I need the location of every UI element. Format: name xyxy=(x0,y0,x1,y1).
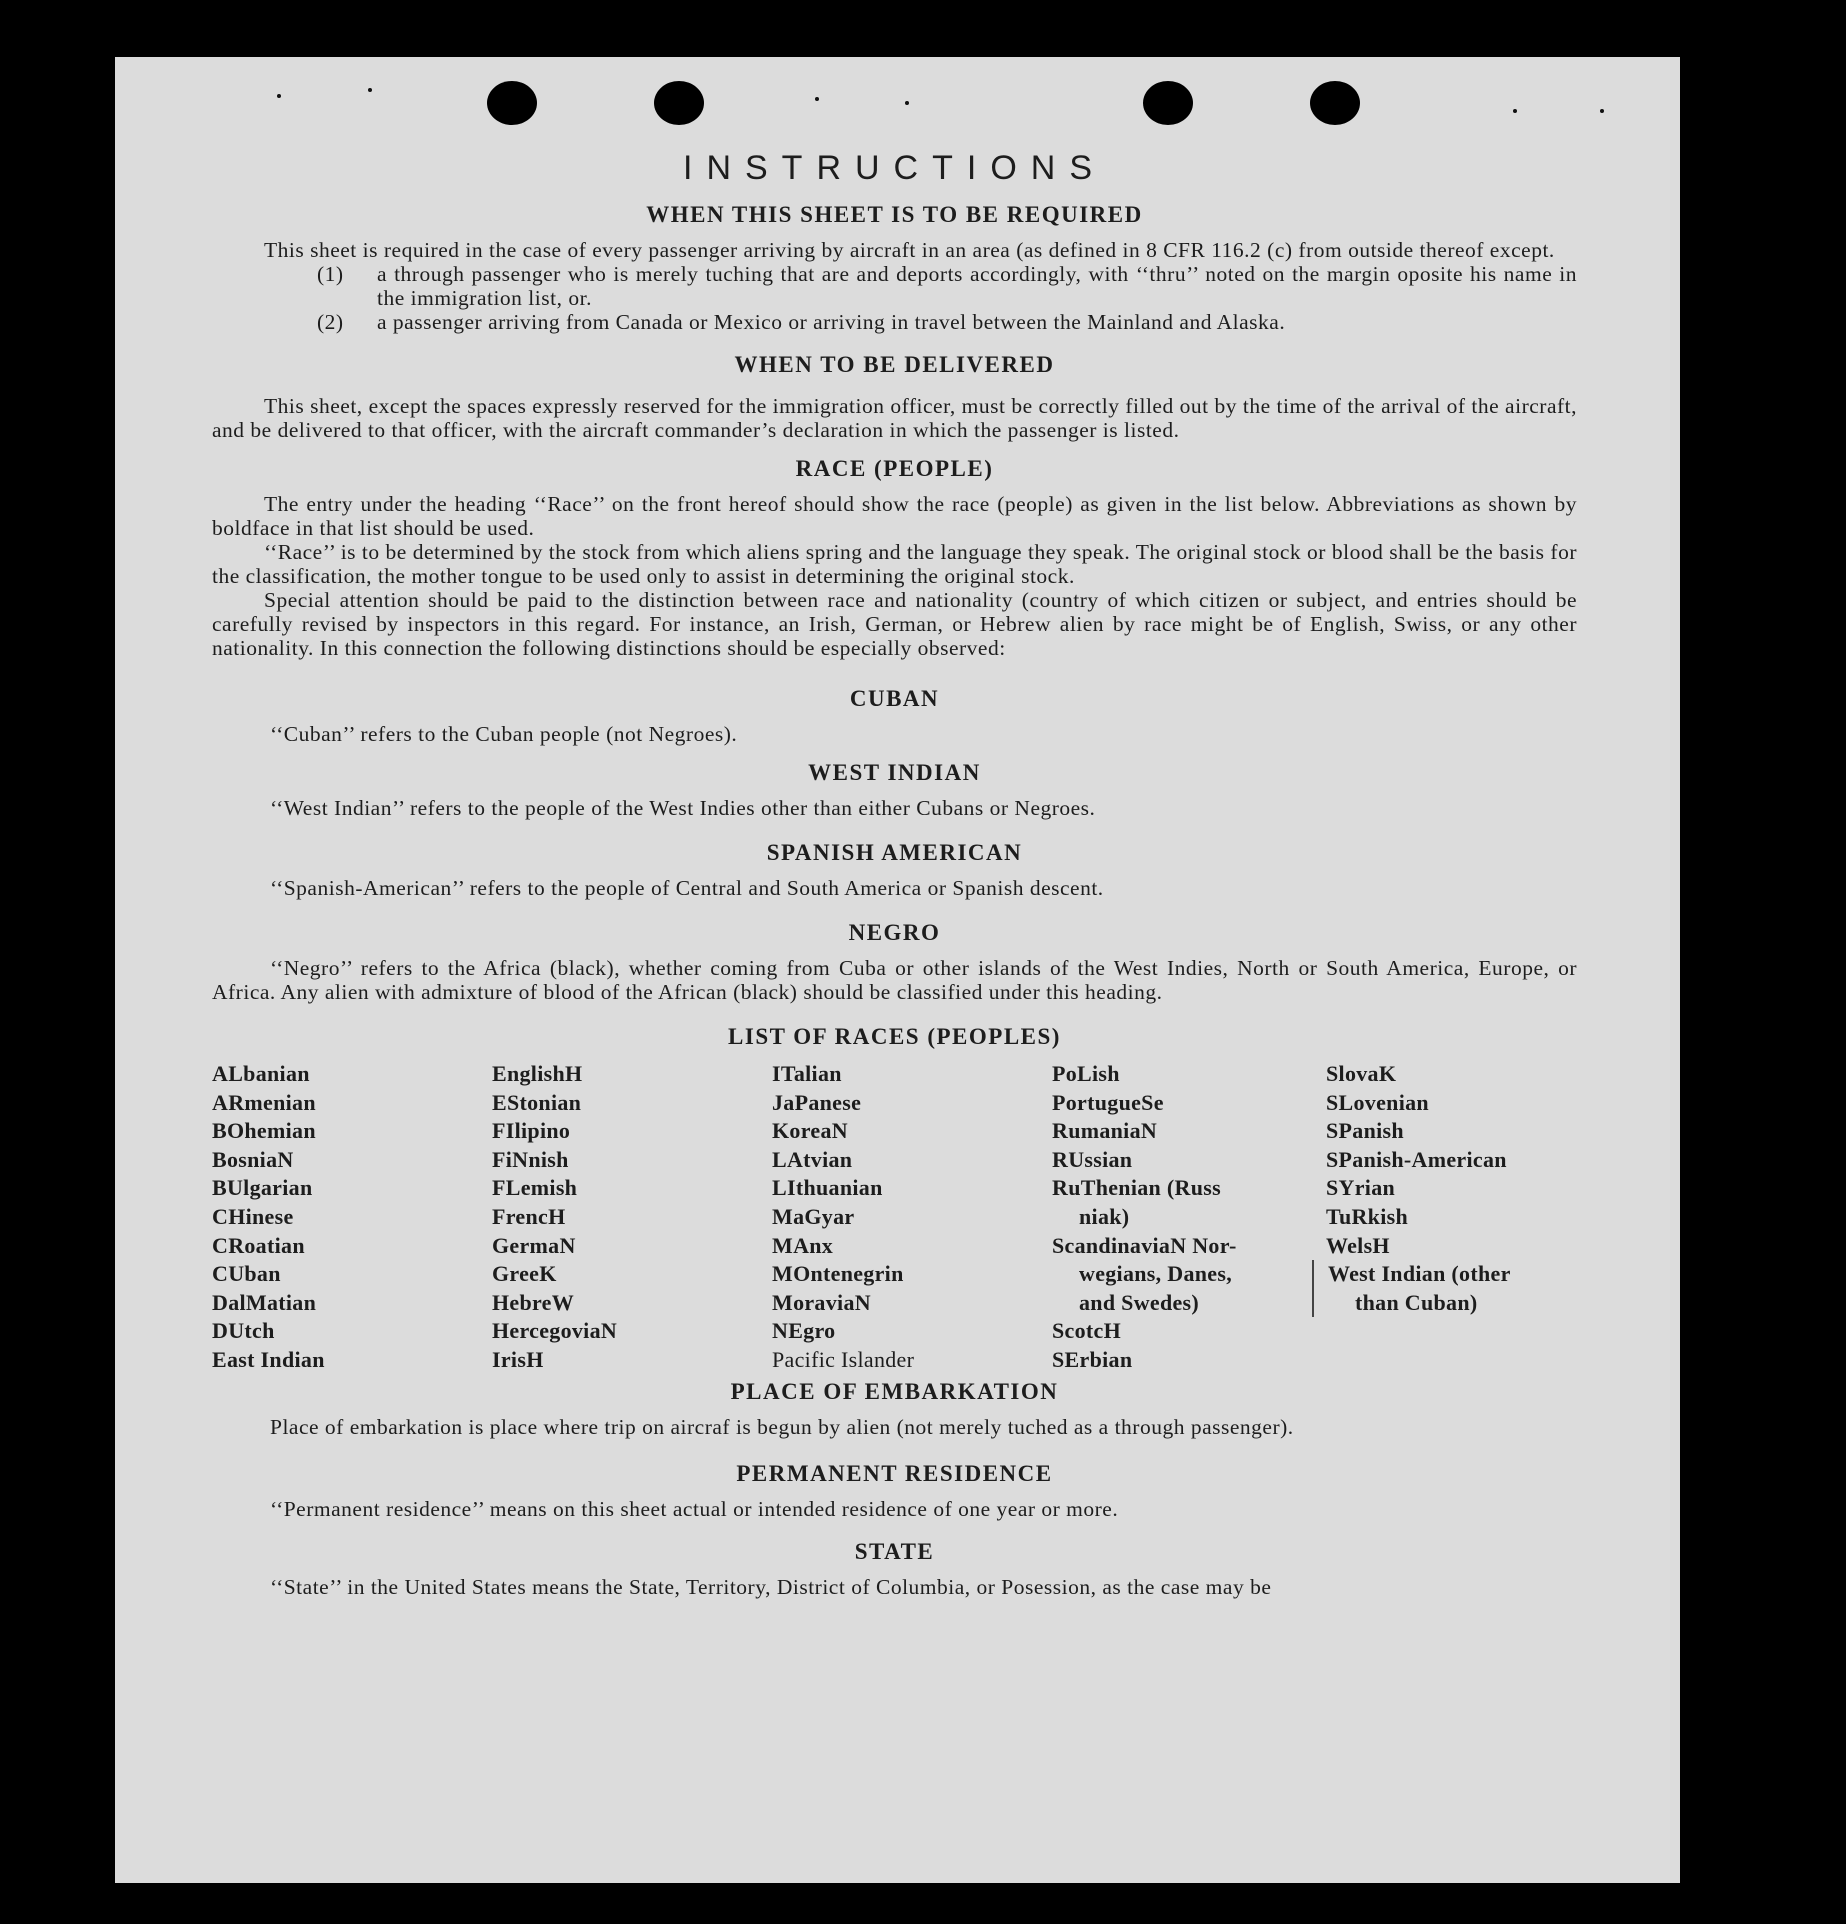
race-entry: LIthuanian xyxy=(772,1175,883,1201)
heading-when-delivered: WHEN TO BE DELIVERED xyxy=(734,352,1055,377)
race-entry: FLemish xyxy=(492,1175,578,1201)
race-entry: TuRkish xyxy=(1326,1203,1409,1229)
race-entry: SlovaK xyxy=(1326,1061,1397,1086)
race-entry: SLovenian xyxy=(1326,1089,1429,1115)
heading-cuban: CUBAN xyxy=(849,686,940,711)
races-column xyxy=(212,1060,492,1375)
para-race-3: Special attention should be paid to the distinction between race and nationality (country of which citizen or subject, and entries should be carefully revised by inspectors in this regard. For instance, an Irish, German, or Hebrew alien by race might be of English, Swiss, or any other nationality. In this connection the following distinctions should be especially observed: xyxy=(212,588,1577,660)
page-title: INSTRUCTIONS xyxy=(683,149,1106,187)
race-entry-continuation: than Cuban) xyxy=(1355,1289,1478,1315)
race-entry: JaPanese xyxy=(772,1089,862,1115)
race-entry: GermaN xyxy=(492,1232,576,1258)
para-spanish-american: ‘‘Spanish-American’’ refers to the people of Central and South America or Spanish descent. xyxy=(270,876,1104,900)
race-entry: RumaniaN xyxy=(1052,1118,1158,1144)
speck xyxy=(1513,109,1517,113)
race-entry: PoLish xyxy=(1052,1061,1120,1086)
para-race-1: The entry under the heading ‘‘Race’’ on the front hereof should show the race (people) as given in the list below. Abbreviations as shown by boldface in that list should be used. xyxy=(212,492,1577,540)
para-cuban: ‘‘Cuban’’ refers to the Cuban people (not Negroes). xyxy=(270,722,738,746)
race-entry: DalMatian xyxy=(212,1289,317,1315)
race-entry: NEgro xyxy=(772,1318,836,1344)
race-entry: East Indian xyxy=(212,1346,325,1372)
punch-hole xyxy=(1143,81,1193,125)
para-residence: ‘‘Permanent residence’’ means on this sheet actual or intended residence of one year or more. xyxy=(270,1496,1119,1521)
heading-negro: NEGRO xyxy=(848,920,941,945)
race-entry: ALbanian xyxy=(212,1061,310,1086)
race-entry: MoraviaN xyxy=(772,1289,871,1315)
races-column xyxy=(1326,1060,1576,1375)
heading-when-required: WHEN THIS SHEET IS TO BE REQUIRED xyxy=(646,202,1143,227)
race-entry: GreeK xyxy=(492,1261,557,1287)
race-entry: SYrian xyxy=(1326,1175,1396,1201)
race-entry: LAtvian xyxy=(772,1146,853,1172)
para-negro: ‘‘Negro’’ refers to the Africa (black), whether coming from Cuba or other islands of the West Indies, North or South America, Europe, or Africa. Any alien with admixture of blood of the African (black) should be classified under this heading. xyxy=(212,956,1577,1004)
document-content xyxy=(212,149,1577,1599)
speck xyxy=(1600,109,1604,113)
race-entry: CUban xyxy=(212,1261,281,1287)
race-entry: ITalian xyxy=(772,1061,842,1086)
punch-hole xyxy=(487,81,537,125)
race-entry: EnglishH xyxy=(492,1061,583,1086)
race-entry: MAnx xyxy=(772,1232,834,1258)
item-number: (2) xyxy=(317,310,344,334)
item-text: a through passenger who is merely tuching that are and deports accordingly, with ‘‘thru’’ noted on the margin oposite his name in the immigration list, or. xyxy=(377,262,1577,310)
race-entry-group xyxy=(1312,1260,1576,1317)
document-sheet xyxy=(115,57,1680,1883)
race-entry: FrencH xyxy=(492,1203,566,1229)
speck xyxy=(368,88,372,92)
race-entry: FIlipino xyxy=(492,1118,571,1144)
punch-hole xyxy=(1310,81,1360,125)
race-entry: Pacific Islander xyxy=(772,1346,915,1372)
list-item xyxy=(317,262,1577,310)
para-state: ‘‘State’’ in the United States means the State, Territory, District of Columbia, or Posession, as the case may be xyxy=(270,1574,1272,1599)
race-entry: IrisH xyxy=(492,1346,544,1372)
race-entry: MaGyar xyxy=(772,1203,855,1229)
race-entry: ARmenian xyxy=(212,1089,316,1115)
race-entry: CHinese xyxy=(212,1203,294,1229)
race-entry: EStonian xyxy=(492,1089,582,1115)
race-entry: SPanish xyxy=(1326,1118,1404,1144)
speck xyxy=(905,101,909,105)
race-entry-continuation: niak) xyxy=(1079,1203,1130,1229)
races-column xyxy=(1052,1060,1326,1375)
heading-race: RACE (PEOPLE) xyxy=(795,456,994,481)
race-entry: FiNnish xyxy=(492,1146,569,1172)
races-column xyxy=(492,1060,772,1375)
para-race-2: ‘‘Race’’ is to be determined by the stock from which aliens spring and the language they speak. The original stock or blood shall be the basis for the classification, the mother tongue to be used only to assist in determining the original stock. xyxy=(212,540,1577,588)
speck xyxy=(815,97,819,101)
race-entry: CRoatian xyxy=(212,1232,305,1258)
race-entry: SErbian xyxy=(1052,1346,1133,1372)
race-entry-continuation: and Swedes) xyxy=(1079,1289,1200,1315)
race-entry: ScotcH xyxy=(1052,1318,1122,1344)
race-entry: PortugueSe xyxy=(1052,1089,1164,1115)
heading-list-of-races: LIST OF RACES (PEOPLES) xyxy=(728,1024,1061,1049)
para-west-indian: ‘‘West Indian’’ refers to the people of the West Indies other than either Cubans or Negroes. xyxy=(270,796,1096,820)
race-entry: WelsH xyxy=(1326,1232,1390,1258)
item-number: (1) xyxy=(317,262,344,286)
race-entry-continuation: wegians, Danes, xyxy=(1079,1261,1233,1287)
para-when-delivered: This sheet, except the spaces expressly reserved for the immigration officer, must be correctly filled out by the time of the arrival of the aircraft, and be delivered to that officer, with the aircraft commander’s declaration in which the passenger is listed. xyxy=(212,394,1577,442)
heading-residence: PERMANENT RESIDENCE xyxy=(736,1460,1053,1486)
race-entry: RUssian xyxy=(1052,1146,1133,1172)
race-entry: BUlgarian xyxy=(212,1175,313,1201)
heading-state: STATE xyxy=(854,1538,935,1564)
races-list xyxy=(212,1060,1577,1375)
race-entry: DUtch xyxy=(212,1318,275,1344)
speck xyxy=(277,94,281,98)
race-entry: RuThenian (Russ xyxy=(1052,1175,1221,1201)
race-entry: SPanish-American xyxy=(1326,1146,1507,1172)
para-embarkation: Place of embarkation is place where trip on aircraf is begun by alien (not merely tuched as a through passenger). xyxy=(270,1414,1294,1439)
race-entry: BOhemian xyxy=(212,1118,316,1144)
race-entry: HebreW xyxy=(492,1289,575,1315)
race-entry: HercegoviaN xyxy=(492,1318,618,1344)
list-item xyxy=(317,310,1577,334)
heading-west-indian: WEST INDIAN xyxy=(808,760,981,785)
races-column xyxy=(772,1060,1052,1375)
heading-embarkation: PLACE OF EMBARKATION xyxy=(730,1378,1059,1404)
heading-spanish-american: SPANISH AMERICAN xyxy=(766,840,1023,865)
punch-hole xyxy=(654,81,704,125)
item-text: a passenger arriving from Canada or Mexico or arriving in travel between the Mainland and Alaska. xyxy=(377,310,1286,334)
race-entry: MOntenegrin xyxy=(772,1261,904,1287)
race-entry: BosniaN xyxy=(212,1146,294,1172)
race-entry: West Indian (other xyxy=(1328,1261,1511,1287)
race-entry: ScandinaviaN Nor- xyxy=(1052,1232,1237,1258)
para-when-required: This sheet is required in the case of every passenger arriving by aircraft in an area (as defined in 8 CFR 116.2 (c) from outside thereof except. xyxy=(264,238,1555,262)
race-entry: KoreaN xyxy=(772,1118,848,1144)
